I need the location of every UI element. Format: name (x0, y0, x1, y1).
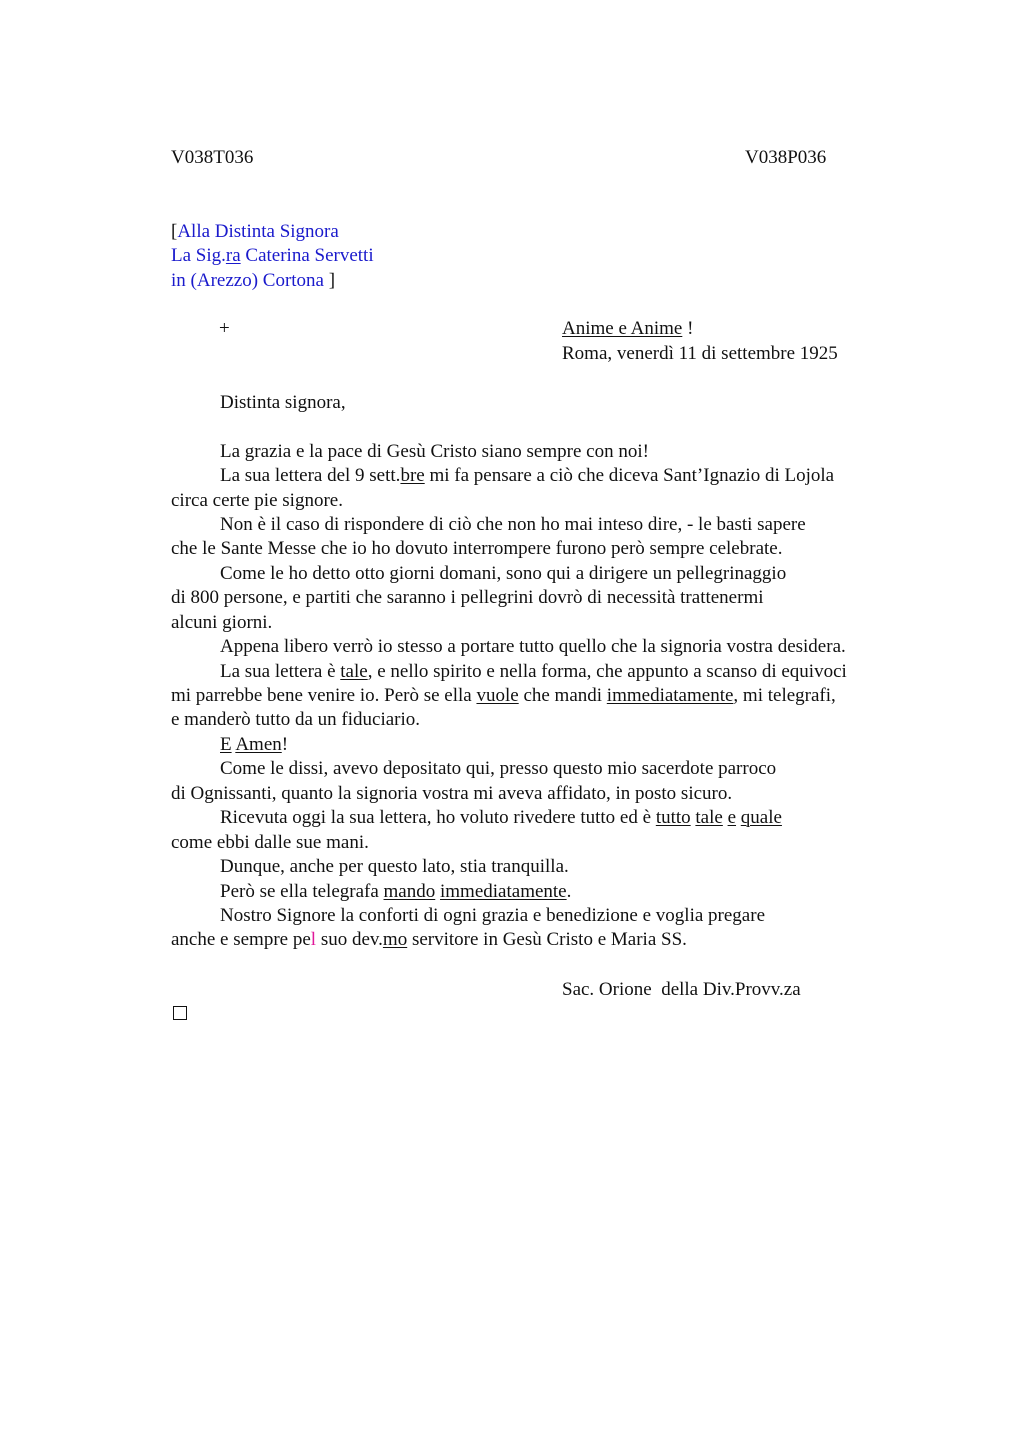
doc-code-left: V038T036 (171, 147, 254, 168)
underlined-text: bre (400, 465, 425, 486)
doc-code-right: V038P036 (745, 147, 827, 168)
text-run: Ricevuta oggi la sua lettera, ho voluto rivedere tutto ed è (220, 807, 656, 828)
address-city: in (Arezzo) Cortona (171, 270, 324, 291)
body-line: Dunque, anche per questo lato, stia tranquilla. (220, 856, 569, 877)
address-line-2 (171, 244, 374, 268)
body-line (220, 880, 571, 904)
body-line (171, 928, 687, 952)
cross-symbol: + (219, 318, 230, 339)
underlined-text: quale (740, 807, 782, 828)
address-sig: La Sig. (171, 245, 226, 266)
text-run: mi parrebbe bene venire io. Però se ella (171, 685, 477, 706)
text-run: che mandi (518, 685, 607, 706)
highlighted-letter: l (310, 929, 317, 950)
underlined-text: tale (695, 807, 723, 828)
salutation: Distinta signora, (220, 392, 346, 413)
motto-punct: ! (682, 318, 694, 339)
underlined-text: immediatamente (440, 881, 567, 902)
address-sig-superscript: ra (225, 245, 241, 266)
underlined-text: vuole (476, 685, 519, 706)
body-line: e manderò tutto da un fiduciario. (171, 709, 421, 730)
dateline: Roma, venerdì 11 di settembre 1925 (562, 343, 838, 364)
body-line (171, 684, 836, 708)
underlined-text: e (727, 807, 737, 828)
text-run: suo dev. (316, 929, 383, 950)
close-bracket: ] (324, 270, 336, 291)
end-marker-box (173, 1006, 187, 1020)
underlined-text: tutto (655, 807, 691, 828)
underlined-text: Amen (235, 734, 282, 755)
underlined-text: E (220, 734, 232, 755)
body-line: Nostro Signore la conforti di ogni grazia e benedizione e voglia pregare (220, 905, 765, 926)
underlined-text: mando (383, 881, 436, 902)
body-line (220, 464, 834, 488)
address-line-3 (171, 269, 335, 293)
body-line (220, 660, 847, 684)
text-run: , e nello spirito e nella forma, che appunto a scanso di equivoci (367, 661, 847, 682)
body-line: Non è il caso di rispondere di ciò che non ho mai inteso dire, - le basti sapere (220, 514, 806, 535)
address-name: Caterina Servetti (240, 245, 374, 266)
body-line: Come le dissi, avevo depositato qui, presso questo mio sacerdote parroco (220, 758, 777, 779)
motto (562, 317, 693, 341)
body-line: come ebbi dalle sue mani. (171, 832, 369, 853)
underlined-text: tale (340, 661, 368, 682)
text-run: mi fa pensare a ciò che diceva Sant’Ignazio di Lojola (424, 465, 835, 486)
address-recipient-title: Alla Distinta Signora (177, 221, 339, 242)
underlined-text: immediatamente (606, 685, 734, 706)
text-run: Però se ella telegrafa (220, 881, 384, 902)
body-line: circa certe pie signore. (171, 490, 343, 511)
body-line: alcuni giorni. (171, 612, 273, 633)
text-run: , mi telegrafi, (733, 685, 836, 706)
text-run: servitore in Gesù Cristo e Maria SS. (407, 929, 687, 950)
text-run: La sua lettera è (220, 661, 341, 682)
body-line (220, 806, 782, 830)
signature: Sac. Orione della Div.Provv.za (562, 979, 801, 1000)
text-run: . (566, 881, 572, 902)
body-line (220, 733, 288, 757)
text-run: anche e sempre pe (171, 929, 311, 950)
body-line: Appena libero verrò io stesso a portare tutto quello che la signoria vostra desidera. (220, 636, 846, 657)
body-line: La grazia e la pace di Gesù Cristo siano sempre con noi! (220, 441, 649, 462)
body-line: che le Sante Messe che io ho dovuto interrompere furono però sempre celebrate. (171, 538, 783, 559)
motto-text: Anime e Anime (562, 318, 683, 339)
text-run: La sua lettera del 9 sett. (220, 465, 401, 486)
address-line-1 (171, 220, 339, 244)
underlined-text: mo (382, 929, 408, 950)
body-line: di 800 persone, e partiti che saranno i pellegrini dovrò di necessità trattenermi (171, 587, 764, 608)
text-run: ! (281, 734, 289, 755)
body-line: di Ognissanti, quanto la signoria vostra mi aveva affidato, in posto sicuro. (171, 783, 733, 804)
open-bracket: [ (171, 221, 178, 242)
body-line: Come le ho detto otto giorni domani, sono qui a dirigere un pellegrinaggio (220, 563, 787, 584)
